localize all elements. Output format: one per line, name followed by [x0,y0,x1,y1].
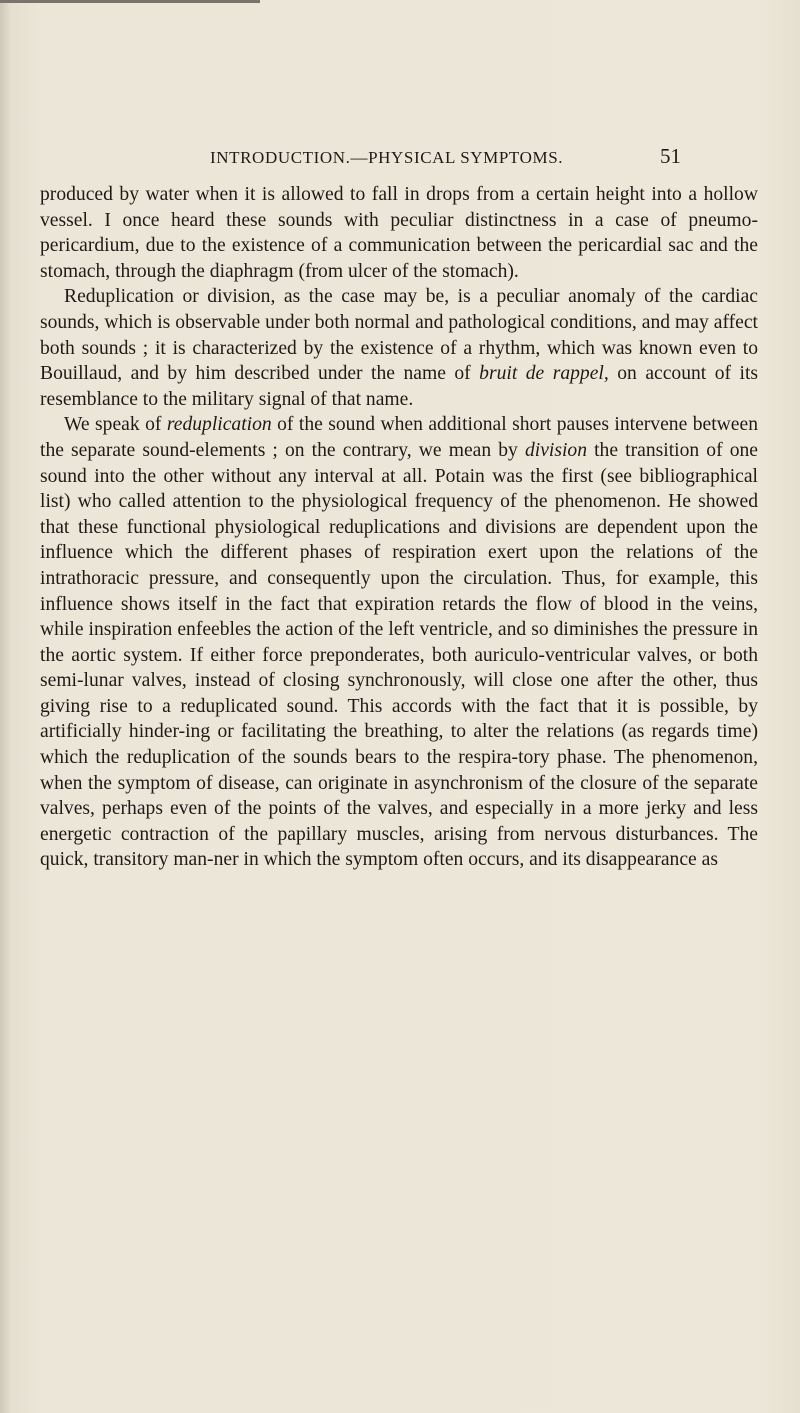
paragraph-1 [40,182,758,284]
paragraph-3-text-middle: of the sound when additional short pauses intervene between the separate sound-elements ; on the contrary, we mean by [40,414,758,461]
body-text [40,182,758,873]
paragraph-3-text-end: the transition of one sound into the other without any interval at all. Potain was the first (see bibliographical list) who called attention to the physiological frequency of the phenomenon. He showed that these functional physiological reduplications and divisions are dependent upon the influence which the different phases of respiration exert upon the relations of the intrathoracic pressure, and consequently upon the circulation. Thus, for example, this influence shows itself in the fact that expiration retards the flow of blood in the veins, while inspiration enfeebles the action of the left ventricle, and so diminishes the pressure in the aortic system. If either force preponderates, both auriculo-ventricular valves, or both semi-lunar valves, instead of closing synchronously, will close one after the other, thus giving rise to a reduplicated sound. This accords with the fact that it is possible, by artificially hinder-ing or facilitating the breathing, to alter the relations (as regards time) which the reduplication of the sounds bears to the respira-tory phase. The phenomenon, when the symptom of disease, can originate in asynchronism of the closure of the separate valves, perhaps even of the points of the valves, and especially in a more jerky and less energetic contraction of the papillary muscles, arising from nervous disturbances. The quick, transitory man-ner in which the symptom often occurs, and its disappearance as [40,439,759,871]
paragraph-2-text-start: Reduplication or division, as the case may be, is a peculiar anomaly of the cardiac sounds, which is observable under both normal and pathological conditions, and may affect both sounds ; it is characterized by the existence of a rhythm, which was known even to Bouillaud, and by him described under the name of [40,286,758,385]
paragraph-2-text-end: on account of its resemblance to the military signal of that name. [40,363,759,410]
paragraph-3 [40,412,758,873]
page-gutter-shadow [0,0,10,1413]
term-reduplication: reduplication [166,414,272,436]
paragraph-3-text-start: We speak of [64,414,167,436]
top-edge-rule [0,0,260,3]
term-bruit-de-rappel: bruit de rappel, [479,363,609,385]
term-division: division [524,439,587,461]
page-number: 51 [660,144,681,168]
paragraph-1-text: produced by water when it is allowed to fall in drops from a certain height into a hollow vessel. I once heard these sounds with peculiar distinctness in a case of pneumo-pericardium, due to the existence of a communication between the pericardial sac and the stomach, through the diaphragm (from ulcer of the stomach). [40,184,758,282]
running-head: INTRODUCTION.—PHYSICAL SYMPTOMS. [210,148,564,167]
paragraph-2 [40,284,758,412]
